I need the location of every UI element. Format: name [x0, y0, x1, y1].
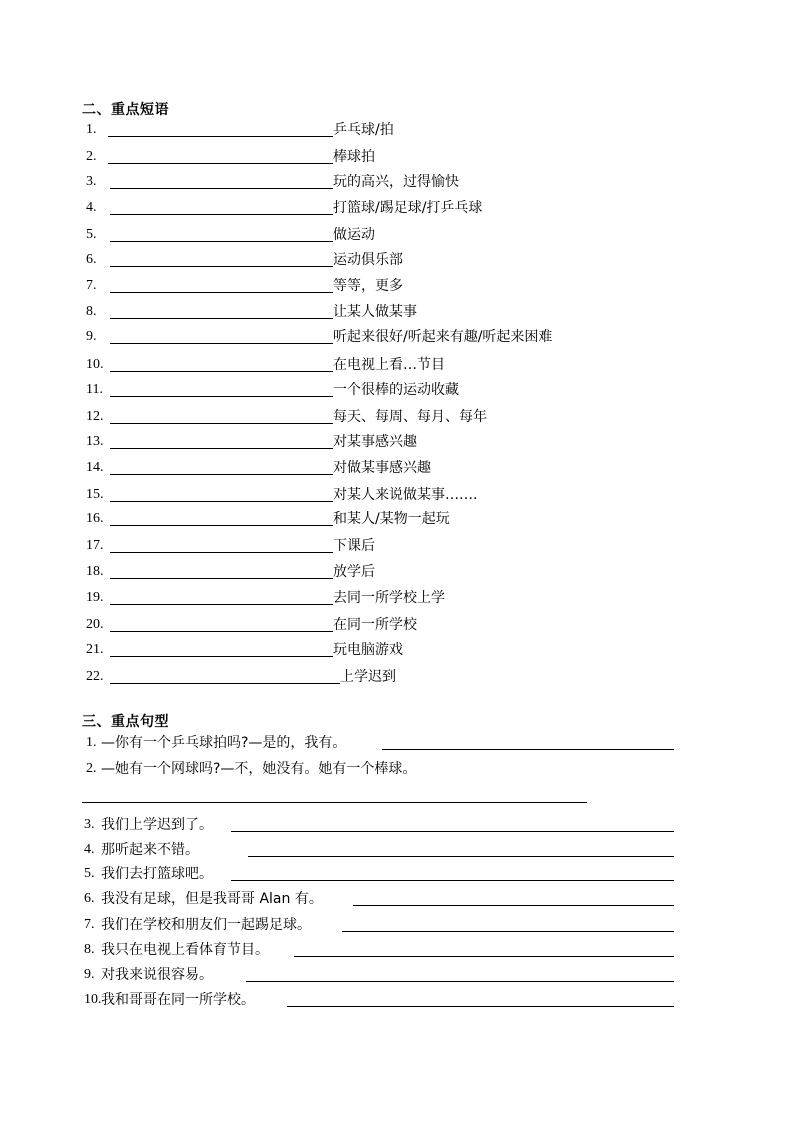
answer-blank[interactable]	[294, 940, 674, 957]
answer-blank[interactable]	[110, 198, 333, 215]
answer-blank[interactable]	[110, 667, 340, 684]
answer-blank[interactable]	[110, 485, 333, 502]
answer-blank[interactable]	[342, 915, 674, 932]
answer-blank[interactable]	[353, 889, 674, 906]
item-number: 8.	[86, 304, 97, 319]
answer-blank[interactable]	[110, 432, 333, 449]
item-number: 18.	[86, 564, 104, 579]
phrase-text: 玩电脑游戏	[333, 642, 403, 658]
phrase-text: 做运动	[333, 227, 375, 243]
item-number: 1.	[86, 122, 97, 137]
phrase-text: 玩的高兴，过得愉快	[333, 174, 459, 190]
phrase-text: 运动俱乐部	[333, 252, 403, 268]
answer-blank[interactable]	[110, 615, 333, 632]
answer-blank[interactable]	[110, 562, 333, 579]
phrase-text: 对做某事感兴趣	[333, 460, 431, 476]
item-number: 16.	[86, 511, 104, 526]
answer-blank[interactable]	[110, 302, 333, 319]
answer-blank[interactable]	[110, 407, 333, 424]
answer-blank[interactable]	[287, 990, 674, 1007]
item-number: 2.	[86, 761, 97, 776]
item-number: 12.	[86, 409, 104, 424]
answer-blank[interactable]	[110, 355, 333, 372]
item-number: 15.	[86, 487, 104, 502]
item-number: 2.	[86, 149, 97, 164]
item-number: 5.	[84, 866, 95, 881]
item-number: 6.	[86, 252, 97, 267]
item-number: 19.	[86, 590, 104, 605]
answer-blank[interactable]	[110, 380, 333, 397]
phrase-text: 放学后	[333, 564, 375, 580]
item-number: 9.	[86, 329, 97, 344]
sentence-text: —她有一个网球吗?—不，她没有。她有一个棒球。	[101, 761, 417, 777]
item-number: 4.	[86, 200, 97, 215]
item-number: 11.	[86, 382, 103, 397]
sentence-text: 对我来说很容易。	[101, 967, 213, 983]
item-number: 7.	[86, 278, 97, 293]
item-number: 4.	[84, 842, 95, 857]
answer-blank[interactable]	[110, 509, 333, 526]
phrase-text: 下课后	[333, 538, 375, 554]
item-number: 3.	[84, 817, 95, 832]
phrase-text: 去同一所学校上学	[333, 590, 445, 606]
item-number: 22.	[86, 669, 104, 684]
phrase-text: 对某事感兴趣	[333, 434, 417, 450]
answer-blank[interactable]	[231, 864, 674, 881]
sentence-text: —你有一个乒乓球拍吗?—是的，我有。	[101, 735, 347, 751]
phrase-text: 棒球拍	[333, 149, 375, 165]
item-number: 14.	[86, 460, 104, 475]
phrase-text: 听起来很好/听起来有趣/听起来困难	[333, 329, 553, 345]
phrase-text: 和某人/某物一起玩	[333, 511, 450, 527]
answer-blank[interactable]	[110, 276, 333, 293]
phrase-text: 一个很棒的运动收藏	[333, 382, 459, 398]
answer-blank[interactable]	[246, 965, 674, 982]
item-number: 10.	[84, 992, 102, 1007]
answer-blank[interactable]	[110, 640, 333, 657]
answer-blank[interactable]	[110, 458, 333, 475]
phrase-text: 上学迟到	[340, 669, 396, 685]
sentence-text: 我们在学校和朋友们一起踢足球。	[101, 917, 311, 933]
answer-blank[interactable]	[382, 733, 674, 750]
section-3-title: 三、重点句型	[82, 714, 169, 730]
phrase-text: 对某人来说做某事…….	[333, 487, 478, 503]
phrase-text: 打篮球/踢足球/打乒乓球	[333, 200, 483, 216]
answer-blank[interactable]	[110, 536, 333, 553]
item-number: 13.	[86, 434, 104, 449]
sentence-text: 我只在电视上看体育节目。	[101, 942, 269, 958]
answer-blank[interactable]	[231, 815, 674, 832]
phrase-text: 每天、每周、每月、每年	[333, 409, 487, 425]
item-number: 7.	[84, 917, 95, 932]
sentence-text: 我和哥哥在同一所学校。	[101, 992, 255, 1008]
sentence-text: 那听起来不错。	[101, 842, 199, 858]
item-number: 6.	[84, 891, 95, 906]
answer-blank[interactable]	[110, 250, 333, 267]
answer-blank[interactable]	[110, 225, 333, 242]
answer-blank[interactable]	[110, 588, 333, 605]
answer-blank[interactable]	[110, 172, 333, 189]
phrase-text: 在同一所学校	[333, 617, 417, 633]
phrase-text: 让某人做某事	[333, 304, 417, 320]
answer-blank[interactable]	[248, 840, 674, 857]
sentence-text: 我们去打篮球吧。	[101, 866, 213, 882]
item-number: 8.	[84, 942, 95, 957]
sentence-text: 我们上学迟到了。	[101, 817, 213, 833]
phrase-text: 在电视上看…节目	[333, 357, 445, 373]
item-number: 20.	[86, 617, 104, 632]
item-number: 5.	[86, 227, 97, 242]
item-number: 9.	[84, 967, 95, 982]
phrase-text: 等等，更多	[333, 278, 403, 294]
item-number: 1.	[86, 735, 97, 750]
item-number: 3.	[86, 174, 97, 189]
item-number: 21.	[86, 642, 104, 657]
sentence-text: 我没有足球，但是我哥哥 Alan 有。	[101, 891, 323, 907]
item-number: 10.	[86, 357, 104, 372]
answer-blank[interactable]	[82, 802, 587, 803]
phrase-text: 乒乓球/拍	[333, 122, 394, 138]
answer-blank[interactable]	[110, 327, 333, 344]
answer-blank[interactable]	[108, 120, 333, 137]
section-2-title: 二、重点短语	[82, 102, 169, 118]
item-number: 17.	[86, 538, 104, 553]
answer-blank[interactable]	[108, 147, 333, 164]
